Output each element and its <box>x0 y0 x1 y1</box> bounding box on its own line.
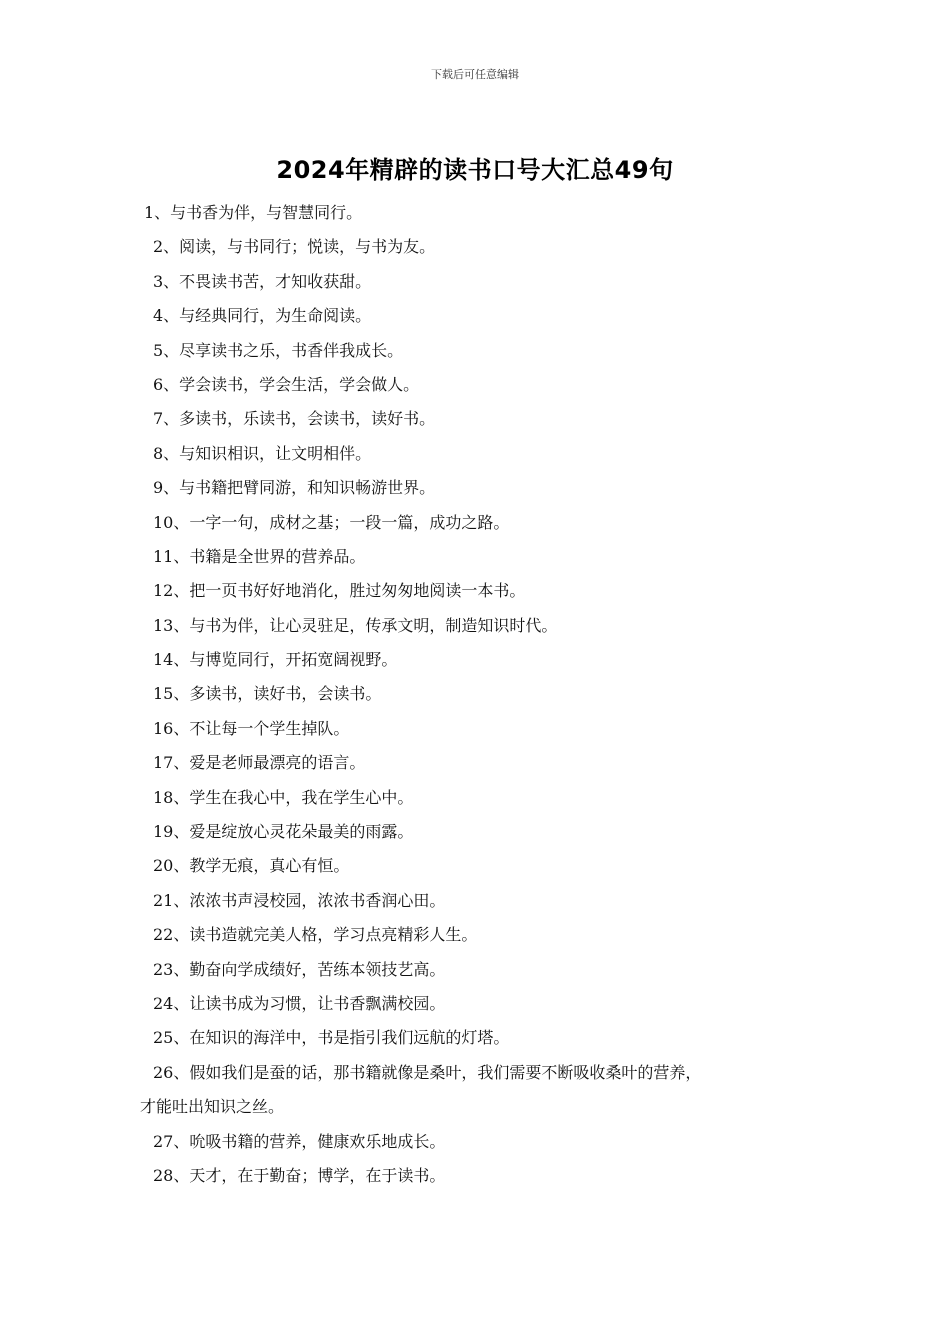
list-item: 25、在知识的海洋中，书是指引我们远航的灯塔。 <box>153 1028 510 1048</box>
page-title: 2024年精辟的读书口号大汇总49句 <box>276 156 674 184</box>
list-item: 21、浓浓书声浸校园，浓浓书香润心田。 <box>153 890 446 910</box>
list-item: 28、天才，在于勤奋；博学，在于读书。 <box>153 1165 446 1185</box>
list-item-continuation: 才能吐出知识之丝。 <box>140 1097 285 1117</box>
list-item: 26、假如我们是蚕的话，那书籍就像是桑叶，我们需要不断吸收桑叶的营养， <box>153 1062 702 1082</box>
list-item: 7、多读书，乐读书，会读书，读好书。 <box>153 409 436 429</box>
list-item: 5、尽享读书之乐，书香伴我成长。 <box>153 340 404 360</box>
list-item: 2、阅读，与书同行；悦读，与书为友。 <box>153 237 436 257</box>
list-item: 13、与书为伴，让心灵驻足，传承文明，制造知识时代。 <box>153 615 558 635</box>
list-item: 11、书籍是全世界的营养品。 <box>153 546 366 566</box>
list-item: 8、与知识相识，让文明相伴。 <box>153 443 372 463</box>
list-item: 12、把一页书好好地消化，胜过匆匆地阅读一本书。 <box>153 581 526 601</box>
list-item: 24、让读书成为习惯，让书香飘满校园。 <box>153 993 446 1013</box>
list-item: 22、读书造就完美人格，学习点亮精彩人生。 <box>153 925 478 945</box>
list-item: 15、多读书，读好书，会读书。 <box>153 684 382 704</box>
list-item: 3、不畏读书苦，才知收获甜。 <box>153 271 372 291</box>
list-item: 10、一字一句，成材之基；一段一篇，成功之路。 <box>153 512 510 532</box>
list-item: 4、与经典同行，为生命阅读。 <box>153 306 372 326</box>
list-item: 9、与书籍把臂同游，和知识畅游世界。 <box>153 478 436 498</box>
list-item: 17、爱是老师最漂亮的语言。 <box>153 753 366 773</box>
list-item: 27、吮吸书籍的营养，健康欢乐地成长。 <box>153 1131 446 1151</box>
list-item: 16、不让每一个学生掉队。 <box>153 718 350 738</box>
list-item: 19、爱是绽放心灵花朵最美的雨露。 <box>153 822 414 842</box>
list-item: 23、勤奋向学成绩好，苦练本领技艺高。 <box>153 959 446 979</box>
slogan-list <box>0 196 950 1193</box>
list-item: 1、与书香为伴，与智慧同行。 <box>144 203 363 222</box>
list-item: 18、学生在我心中，我在学生心中。 <box>153 787 414 807</box>
header-note: 下载后可任意编辑 <box>431 68 519 81</box>
list-item: 20、教学无痕，真心有恒。 <box>153 856 350 876</box>
list-item: 14、与博览同行，开拓宽阔视野。 <box>153 650 398 670</box>
list-item: 6、学会读书，学会生活，学会做人。 <box>153 374 420 394</box>
